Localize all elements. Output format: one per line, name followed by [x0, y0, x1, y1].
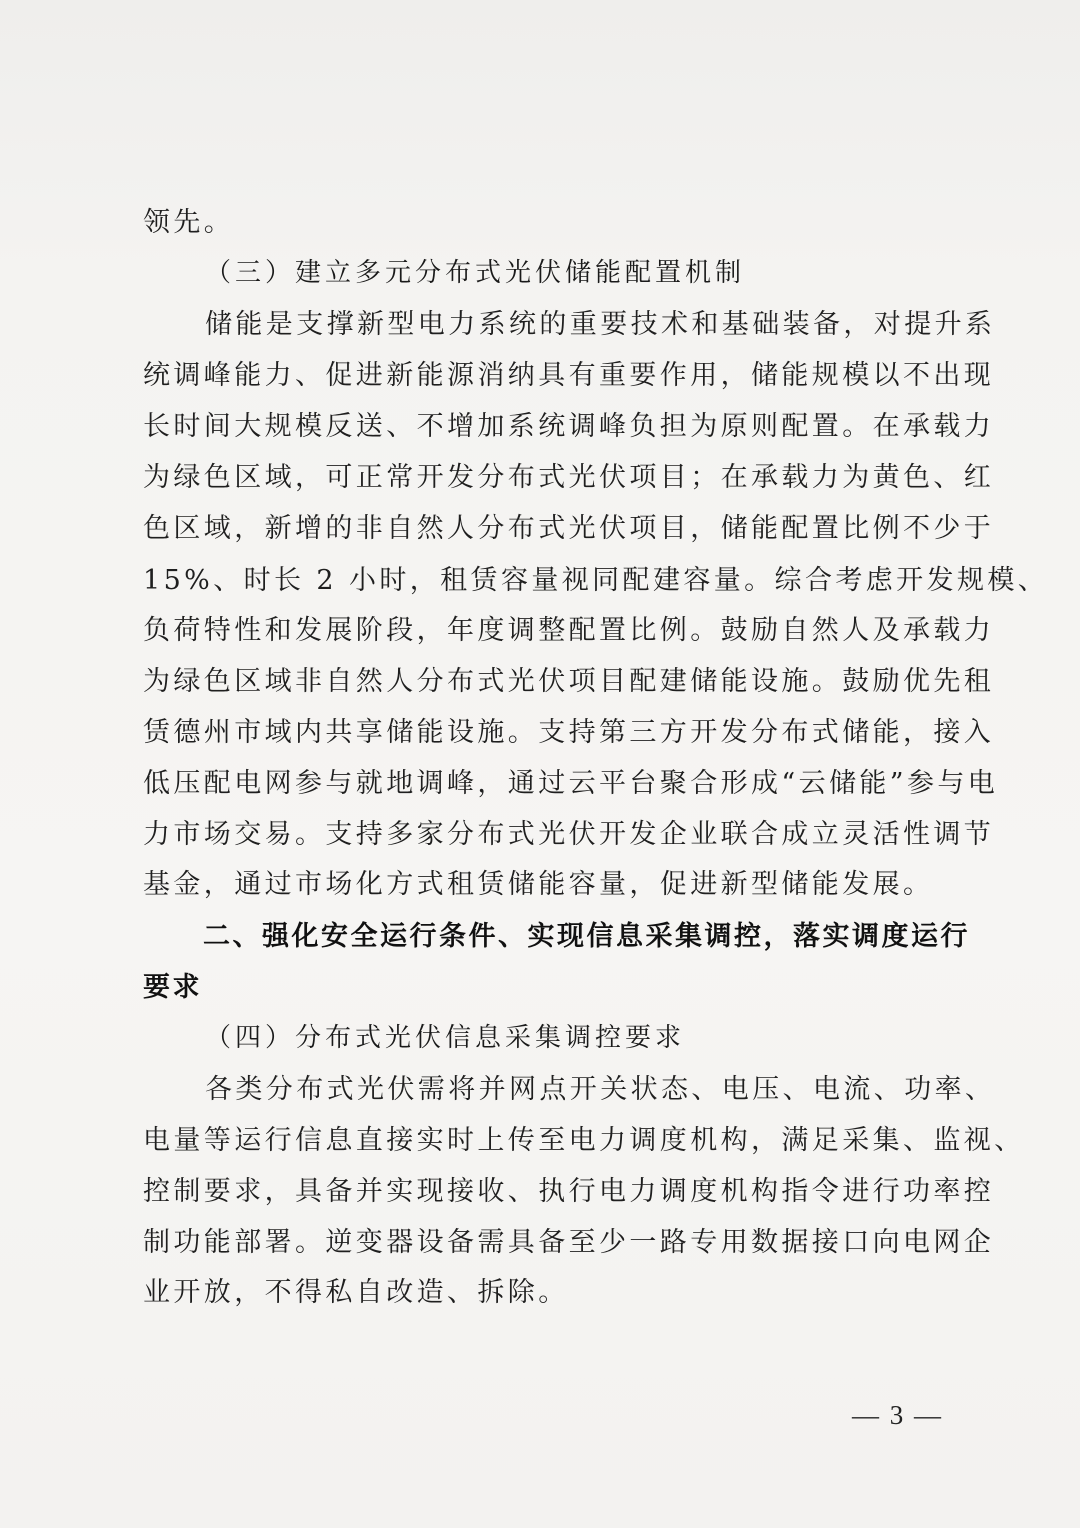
- paragraph-line: 统调峰能力、促进新能源消纳具有重要作用，储能规模以不出现: [143, 360, 995, 391]
- paragraph-line: 基金，通过市场化方式租赁储能容量，促进新型储能发展。: [143, 869, 934, 900]
- section-subheading: （四）分布式光伏信息采集调控要求: [205, 1023, 686, 1053]
- paragraph-line: 储能是支撑新型电力系统的重要技术和基础装备，对提升系: [205, 309, 996, 340]
- paragraph-line: 低压配电网参与就地调峰，通过云平台聚合形成“云储能”参与电: [143, 768, 999, 799]
- paragraph-line: 为绿色区域非自然人分布式光伏项目配建储能设施。鼓励优先租: [143, 666, 995, 697]
- paragraph-line: 长时间大规模反送、不增加系统调峰负担为原则配置。在承载力: [143, 411, 995, 442]
- paragraph-line: 力市场交易。支持多家分布式光伏开发企业联合成立灵活性调节: [143, 819, 995, 850]
- paragraph-line: 负荷特性和发展阶段，年度调整配置比例。鼓励自然人及承载力: [143, 615, 995, 646]
- paragraph-line: 制功能部署。逆变器设备需具备至少一路专用数据接口向电网企: [143, 1227, 995, 1258]
- paragraph-line: 业开放，不得私自改造、拆除。: [143, 1277, 569, 1308]
- paragraph-line: 15%、时长 2 小时，租赁容量视同配建容量。综合考虑开发规模、: [143, 565, 1049, 596]
- paragraph-line: 控制要求，具备并实现接收、执行电力调度机构指令进行功率控: [143, 1176, 995, 1207]
- paragraph-line: 色区域，新增的非自然人分布式光伏项目，储能配置比例不少于: [143, 513, 995, 544]
- paragraph-line: 各类分布式光伏需将并网点开关状态、电压、电流、功率、: [205, 1074, 996, 1105]
- section-heading: 二、强化安全运行条件、实现信息采集调控，落实调度运行: [203, 921, 970, 952]
- paragraph-line: 电量等运行信息直接实时上传至电力调度机构，满足采集、监视、: [143, 1125, 1025, 1156]
- section-heading-continued: 要求: [143, 972, 202, 1003]
- page-number: — 3 —: [852, 1400, 943, 1430]
- section-subheading: （三）建立多元分布式光伏储能配置机制: [205, 258, 746, 288]
- paragraph-line: 为绿色区域，可正常开发分布式光伏项目；在承载力为黄色、红: [143, 462, 995, 493]
- text-line: 领先。: [143, 207, 235, 238]
- paragraph-line: 赁德州市域内共享储能设施。支持第三方开发分布式储能，接入: [143, 717, 995, 748]
